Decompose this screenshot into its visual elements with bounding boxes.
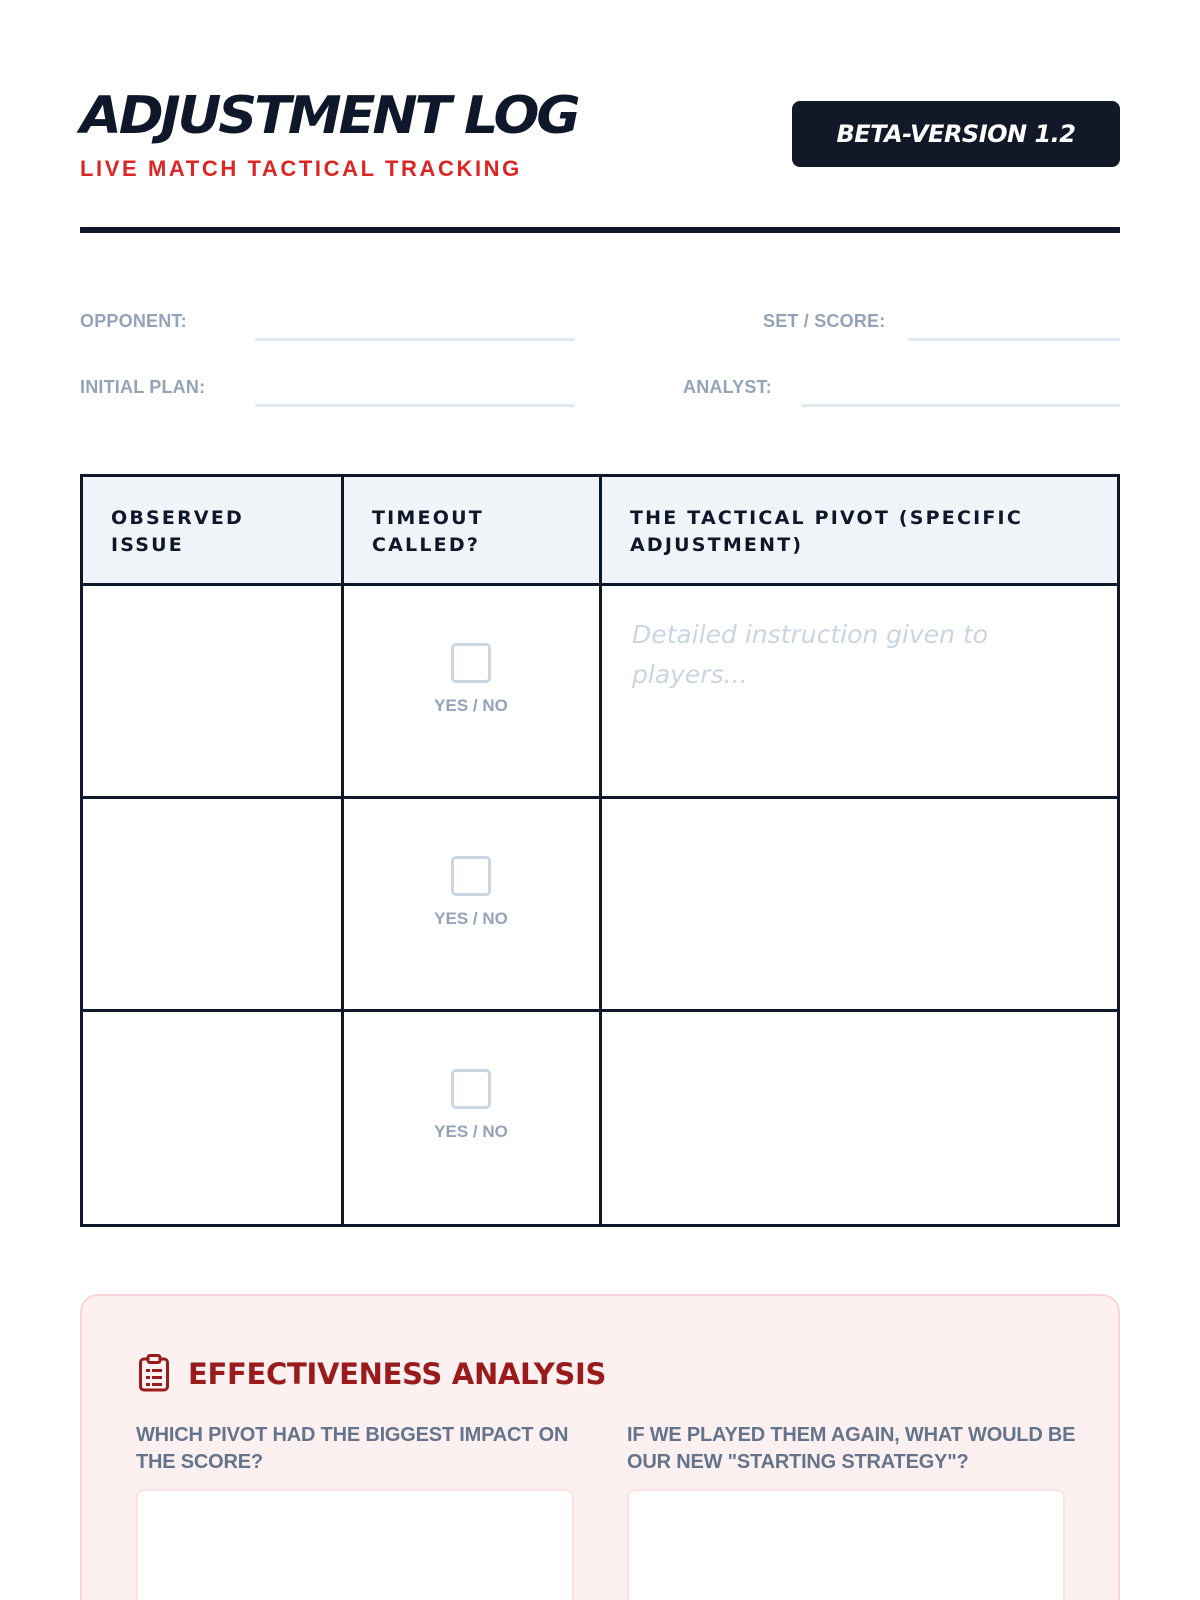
- observed-issue-cell-3[interactable]: [83, 1012, 341, 1224]
- initial-plan-field[interactable]: [255, 404, 575, 407]
- set-score-field[interactable]: [908, 338, 1120, 341]
- page-subtitle: LIVE MATCH TACTICAL TRACKING: [80, 156, 522, 181]
- header-divider: [80, 227, 1120, 233]
- observed-issue-cell-2[interactable]: [83, 799, 341, 1009]
- question-biggest-impact: WHICH PIVOT HAD THE BIGGEST IMPACT ON THE SCORE?: [136, 1424, 569, 1473]
- analyst-label: ANALYST:: [683, 377, 772, 397]
- column-header-timeout-called: TIMEOUT CALLED?: [372, 506, 484, 556]
- timeout-yes-no-label-1: YES / NO: [434, 696, 508, 715]
- effectiveness-analysis-title: EFFECTIVENESS ANALYSIS: [188, 1357, 607, 1391]
- timeout-yes-no-label-2: YES / NO: [434, 909, 508, 928]
- tactical-pivot-cell-3[interactable]: [602, 1012, 1117, 1224]
- timeout-checkbox-1[interactable]: [451, 643, 491, 683]
- adjustment-table: [80, 474, 1120, 1227]
- observed-issue-cell-1[interactable]: [83, 589, 341, 796]
- answer-starting-strategy[interactable]: [627, 1489, 1065, 1600]
- header: [80, 86, 1120, 186]
- page-title: ADJUSTMENT LOG: [80, 86, 578, 146]
- question-starting-strategy: IF WE PLAYED THEM AGAIN, WHAT WOULD BE OUR NEW "STARTING STRATEGY"?: [627, 1424, 1076, 1473]
- adjustment-log-sheet: [80, 0, 1120, 1600]
- version-badge: BETA-VERSION 1.2: [792, 101, 1120, 167]
- clipboard-list-icon: [138, 1354, 170, 1392]
- tactical-pivot-cell-1[interactable]: Detailed instruction given to players...: [632, 620, 989, 689]
- column-header-observed-issue: OBSERVED ISSUE: [111, 506, 244, 556]
- timeout-checkbox-3[interactable]: [451, 1069, 491, 1109]
- timeout-yes-no-label-3: YES / NO: [434, 1122, 508, 1141]
- timeout-checkbox-2[interactable]: [451, 856, 491, 896]
- column-divider: [341, 477, 344, 1224]
- tactical-pivot-cell-2[interactable]: [602, 799, 1117, 1009]
- set-score-label: SET / SCORE:: [763, 311, 886, 331]
- column-header-tactical-pivot: THE TACTICAL PIVOT (SPECIFIC ADJUSTMENT): [630, 506, 1023, 556]
- analyst-field[interactable]: [801, 404, 1120, 407]
- answer-biggest-impact[interactable]: [136, 1489, 574, 1600]
- opponent-label: OPPONENT:: [80, 311, 187, 331]
- opponent-field[interactable]: [255, 338, 575, 341]
- initial-plan-label: INITIAL PLAN:: [80, 377, 206, 397]
